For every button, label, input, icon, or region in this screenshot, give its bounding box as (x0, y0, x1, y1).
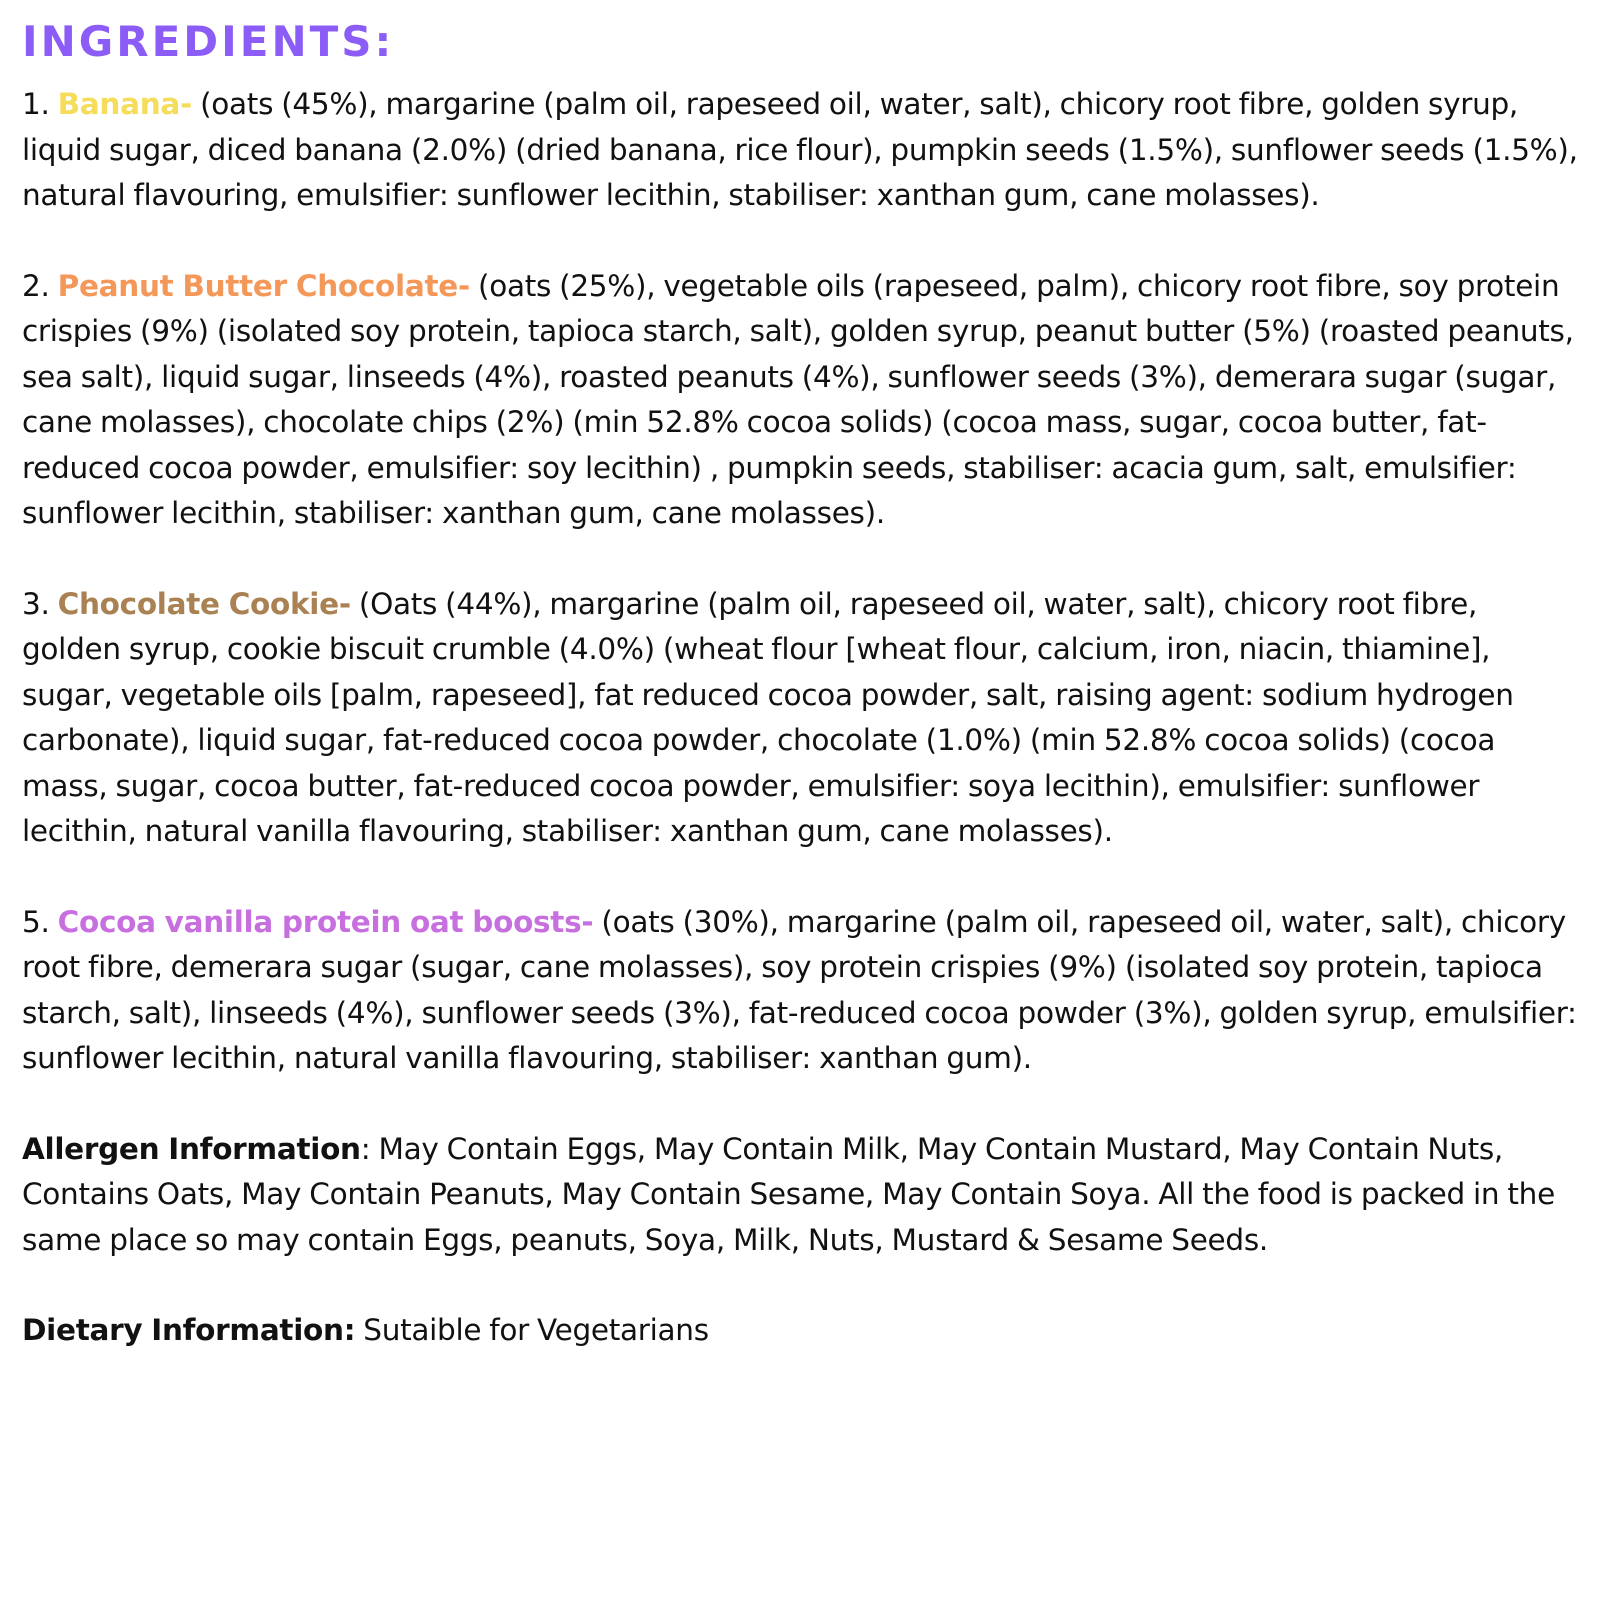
allergen-text: : May Contain Eggs, May Contain Milk, May Contain Mustard, May Contain Nuts, Contains Oats, May Contain Peanuts, May Contain Sesame, May Contain Soya. All the food is packed in the same place so may contain Eggs, peanuts, Soya, Milk, Nuts, Mustard & Sesame Seeds. (22, 1131, 1555, 1257)
product-name-separator: - (180, 87, 192, 121)
product-ingredients-text: (oats (45%), margarine (palm oil, rapeseed oil, water, salt), chicory root fibre, golden syrup, liquid sugar, diced banana (2.0%) (dried banana, rice flour), pumpkin seeds (1.5%), sunflower seeds (1.5%), natural flavouring, emulsifier: sunflower lecithin, stabiliser: xanthan gum, cane molasses). (22, 87, 1578, 212)
product-number: 3. (22, 586, 50, 621)
product-paragraph-chocolate-cookie (22, 582, 1582, 855)
product-name-chocolate-cookie: Chocolate Cookie (57, 586, 339, 621)
dietary-information (22, 1308, 1582, 1354)
dietary-label: Dietary Information: (22, 1313, 356, 1347)
allergen-label: Allergen Information (22, 1131, 361, 1166)
product-ingredients-text: (oats (30%), margarine (palm oil, rapeseed oil, water, salt), chicory root fibre, demerara sugar (sugar, cane molasses), soy protein crispies (9%) (isolated soy protein, tapioca starch, salt), linseeds (4%), sunflower seeds (3%), fat-reduced cocoa powder (3%), golden syrup, emulsifier: sunflower lecithin, natural vanilla flavouring, stabiliser: xanthan gum). (22, 904, 1577, 1075)
ingredients-document (22, 14, 1582, 1354)
allergen-information (22, 1127, 1582, 1264)
product-ingredients-text: (Oats (44%), margarine (palm oil, rapeseed oil, water, salt), chicory root fibre, golden syrup, cookie biscuit crumble (4.0%) (wheat flour [wheat flour, calcium, iron, niacin, thiamine], sugar, vegetable oils [palm, rapeseed], fat reduced cocoa powder, salt, raising agent: sodium hydrogen carbonate), liquid sugar, fat-reduced cocoa powder, chocolate (1.0%) (min 52.8% cocoa solids) (cocoa mass, sugar, cocoa butter, fat-reduced cocoa powder, emulsifier: soya lecithin), emulsifier: sunflower lecithin, natural vanilla flavouring, stabiliser: xanthan gum, cane molasses). (22, 586, 1514, 848)
product-paragraph-peanut-butter-chocolate (22, 264, 1582, 537)
product-name-separator: - (581, 904, 594, 939)
product-number: 5. (22, 904, 50, 939)
product-paragraph-banana (22, 82, 1582, 219)
product-paragraph-cocoa-vanilla-protein-oat-boosts (22, 900, 1582, 1082)
ingredients-heading: INGREDIENTS: (22, 17, 395, 66)
product-number: 2. (22, 268, 50, 303)
product-number: 1. (22, 87, 50, 121)
product-name-banana: Banana (57, 87, 181, 121)
product-name-peanut-butter-chocolate: Peanut Butter Chocolate (57, 268, 458, 303)
dietary-text: Sutaible for Vegetarians (355, 1313, 709, 1347)
product-name-separator: - (338, 586, 351, 621)
product-name-separator: - (457, 268, 470, 303)
product-ingredients-text: (oats (25%), vegetable oils (rapeseed, palm), chicory root fibre, soy protein crispies (9%) (isolated soy protein, tapioca starch, salt), golden syrup, peanut butter (5%) (roasted peanuts, sea salt), liquid sugar, linseeds (4%), roasted peanuts (4%), sunflower seeds (3%), demerara sugar (sugar, cane molasses), chocolate chips (2%) (min 52.8% cocoa solids) (cocoa mass, sugar, cocoa butter, fat-reduced cocoa powder, emulsifier: soy lecithin) , pumpkin seeds, stabiliser: acacia gum, salt, emulsifier: sunflower lecithin, stabiliser: xanthan gum, cane molasses). (22, 268, 1574, 530)
product-name-cocoa-vanilla-protein-oat-boosts: Cocoa vanilla protein oat boosts (57, 904, 582, 939)
